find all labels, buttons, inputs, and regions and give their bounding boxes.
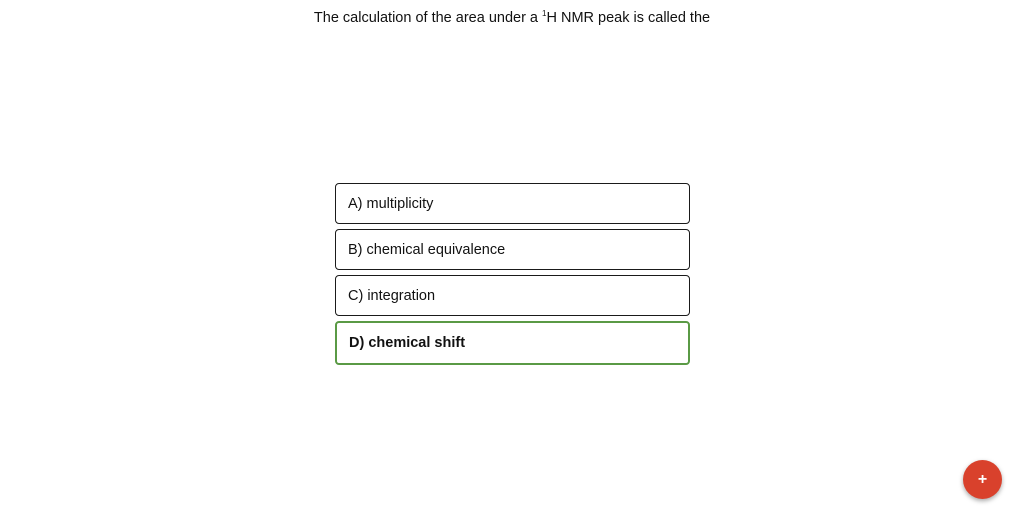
option-c[interactable] [335, 275, 690, 316]
plus-icon: + [977, 470, 988, 488]
option-c-label: C) integration [348, 287, 436, 304]
answer-options [335, 183, 690, 370]
option-a[interactable] [335, 183, 690, 224]
question-text-end: H NMR peak is called the [546, 10, 711, 26]
option-b-label: B) chemical equivalence [348, 241, 506, 258]
option-b[interactable] [335, 229, 690, 270]
option-d-selected[interactable] [335, 321, 690, 365]
question-text-start: The calculation of the area under a [313, 10, 543, 26]
option-d-label: D) chemical shift [349, 335, 466, 351]
question-text [0, 9, 1024, 27]
add-button[interactable] [963, 460, 1002, 499]
superscript-number: 1 [542, 9, 547, 18]
option-a-label: A) multiplicity [348, 195, 434, 212]
